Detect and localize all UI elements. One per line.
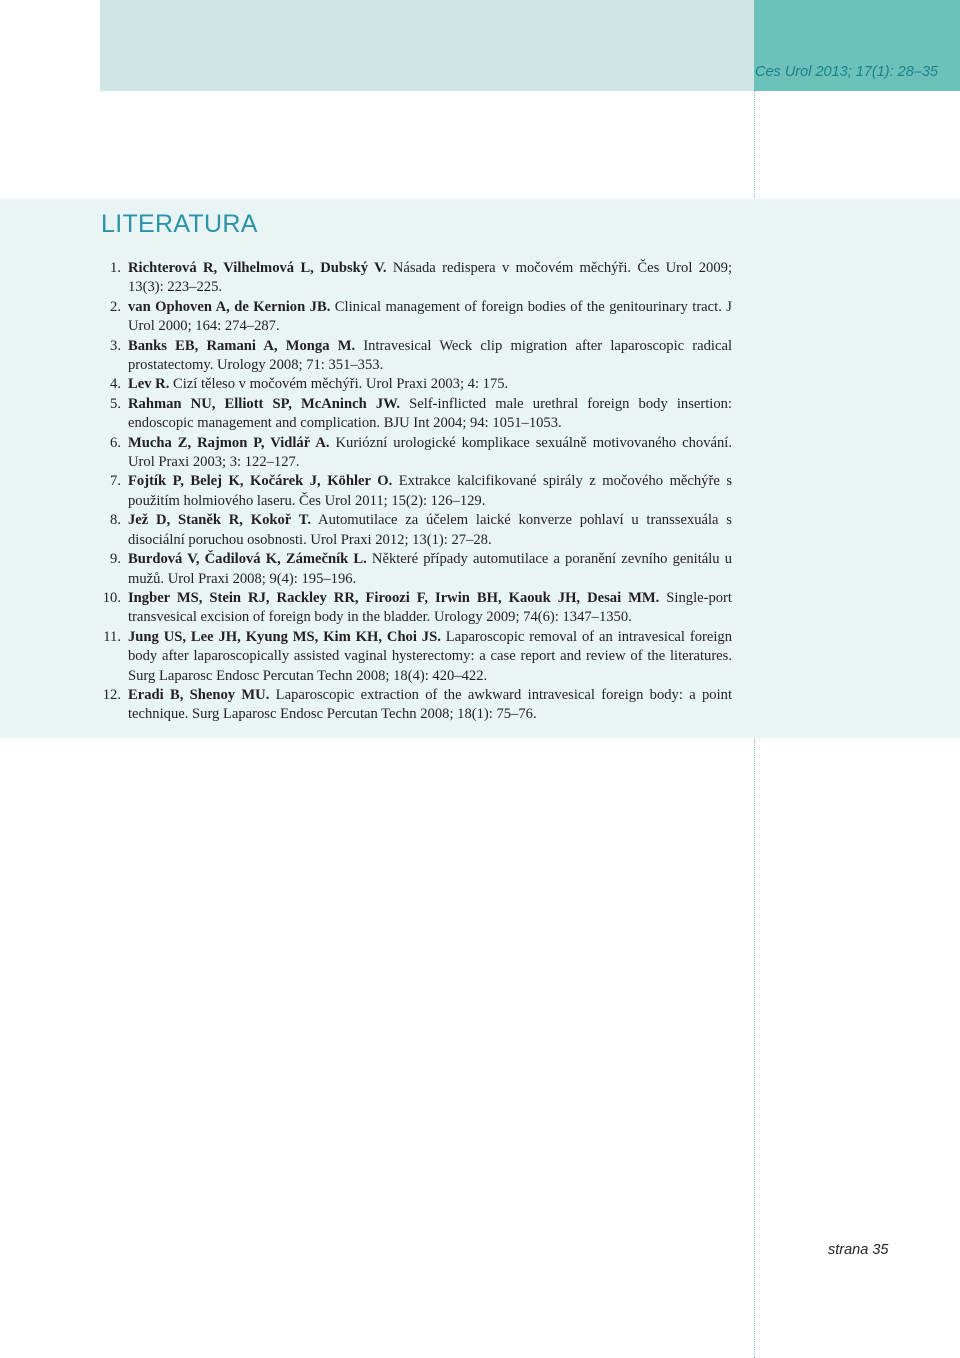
reference-text: Kuriózní urologické komplikace sexuálně motivovaného chování. Urol Praxi 2003; 3: 122–127. bbox=[128, 434, 732, 471]
reference-item bbox=[97, 375, 732, 394]
reference-number: 9. bbox=[110, 551, 121, 568]
reference-authors: Burdová V, Čadilová K, Zámečník L. bbox=[128, 551, 367, 568]
reference-authors: Fojtík P, Belej K, Kočárek J, Köhler O. bbox=[128, 473, 393, 490]
reference-text: Laparoscopic extraction of the awkward intravesical foreign body: a point technique. Surg Laparosc Endosc Percutan Techn 2008; 18(1): 75–76. bbox=[128, 686, 733, 723]
reference-number: 2. bbox=[110, 298, 121, 315]
reference-text: Laparoscopic removal of an intravesical foreign body after laparoscopically assisted vaginal hysterectomy: a case report and review of the literatures. Surg Laparosc Endosc Percutan Techn 2008; 18(4): 420–422. bbox=[128, 628, 732, 684]
reference-text: Intravesical Weck clip migration after laparoscopic radical prostatectomy. Urology 2008; 71: 351–353. bbox=[128, 337, 732, 374]
reference-number: 6. bbox=[110, 434, 121, 451]
reference-list bbox=[97, 259, 732, 725]
reference-text: Clinical management of foreign bodies of the genitourinary tract. J Urol 2000; 164: 274–287. bbox=[128, 298, 732, 335]
reference-number: 11. bbox=[103, 628, 121, 645]
reference-text: Single-port transvesical excision of foreign body in the bladder. Urology 2009; 74(6): 1347–1350. bbox=[128, 589, 732, 626]
reference-text: Automutilace za účelem laické konverze pohlaví u transsexuála s disociální poruchou osobnosti. Urol Praxi 2012; 13(1): 27–28. bbox=[128, 512, 732, 548]
reference-text: Self-inflicted male urethral foreign body insertion: endoscopic management and complication. BJU Int 2004; 94: 1051–1053. bbox=[128, 395, 732, 432]
reference-number: 8. bbox=[110, 512, 121, 529]
reference-authors: Eradi B, Shenoy MU. bbox=[128, 686, 270, 703]
reference-authors: Ingber MS, Stein RJ, Rackley RR, Firoozi F, Irwin BH, Kaouk JH, Desai MM. bbox=[128, 589, 660, 606]
reference-item bbox=[97, 337, 732, 376]
page-number: strana 35 bbox=[828, 1242, 889, 1258]
reference-number: 1. bbox=[110, 260, 121, 276]
reference-item bbox=[97, 259, 732, 298]
reference-text: Některé případy automutilace a poranění zevního genitálu u mužů. Urol Praxi 2008; 9(4): 195–196. bbox=[128, 551, 732, 587]
reference-item bbox=[97, 511, 732, 550]
reference-number: 3. bbox=[110, 337, 121, 354]
reference-item bbox=[97, 395, 732, 434]
reference-item bbox=[97, 686, 732, 725]
reference-text: Násada redispera v močovém měchýři. Čes Urol 2009; 13(3): 223–225. bbox=[128, 260, 732, 296]
reference-item bbox=[97, 298, 732, 337]
reference-number: 7. bbox=[110, 473, 121, 490]
reference-authors: Jung US, Lee JH, Kyung MS, Kim KH, Choi JS. bbox=[128, 628, 441, 645]
reference-number: 4. bbox=[110, 376, 121, 393]
reference-item bbox=[97, 434, 732, 473]
reference-authors: Jež D, Staněk R, Kokoř T. bbox=[128, 512, 312, 529]
reference-text: Extrakce kalcifikované spirály z močového měchýře s použitím holmiového laseru. Čes Urol 2011; 15(2): 126–129. bbox=[128, 473, 732, 509]
reference-number: 12. bbox=[102, 686, 121, 703]
reference-number: 10. bbox=[102, 589, 121, 606]
reference-authors: Richterová R, Vilhelmová L, Dubský V. bbox=[128, 260, 387, 276]
reference-item bbox=[97, 550, 732, 589]
reference-item bbox=[97, 628, 732, 686]
reference-authors: van Ophoven A, de Kernion JB. bbox=[128, 298, 331, 315]
journal-reference: Ces Urol 2013; 17(1): 28–35 bbox=[755, 64, 938, 80]
section-title: LITERATURA bbox=[101, 210, 258, 238]
reference-text: Cizí těleso v močovém měchýři. Urol Praxi 2003; 4: 175. bbox=[169, 376, 509, 393]
header-band bbox=[100, 0, 754, 91]
reference-item bbox=[97, 589, 732, 628]
reference-authors: Mucha Z, Rajmon P, Vidlář A. bbox=[128, 434, 330, 451]
reference-authors: Lev R. bbox=[128, 376, 170, 393]
reference-authors: Banks EB, Ramani A, Monga M. bbox=[128, 337, 356, 354]
reference-authors: Rahman NU, Elliott SP, McAninch JW. bbox=[128, 395, 401, 412]
reference-item bbox=[97, 472, 732, 511]
reference-number: 5. bbox=[110, 395, 121, 412]
